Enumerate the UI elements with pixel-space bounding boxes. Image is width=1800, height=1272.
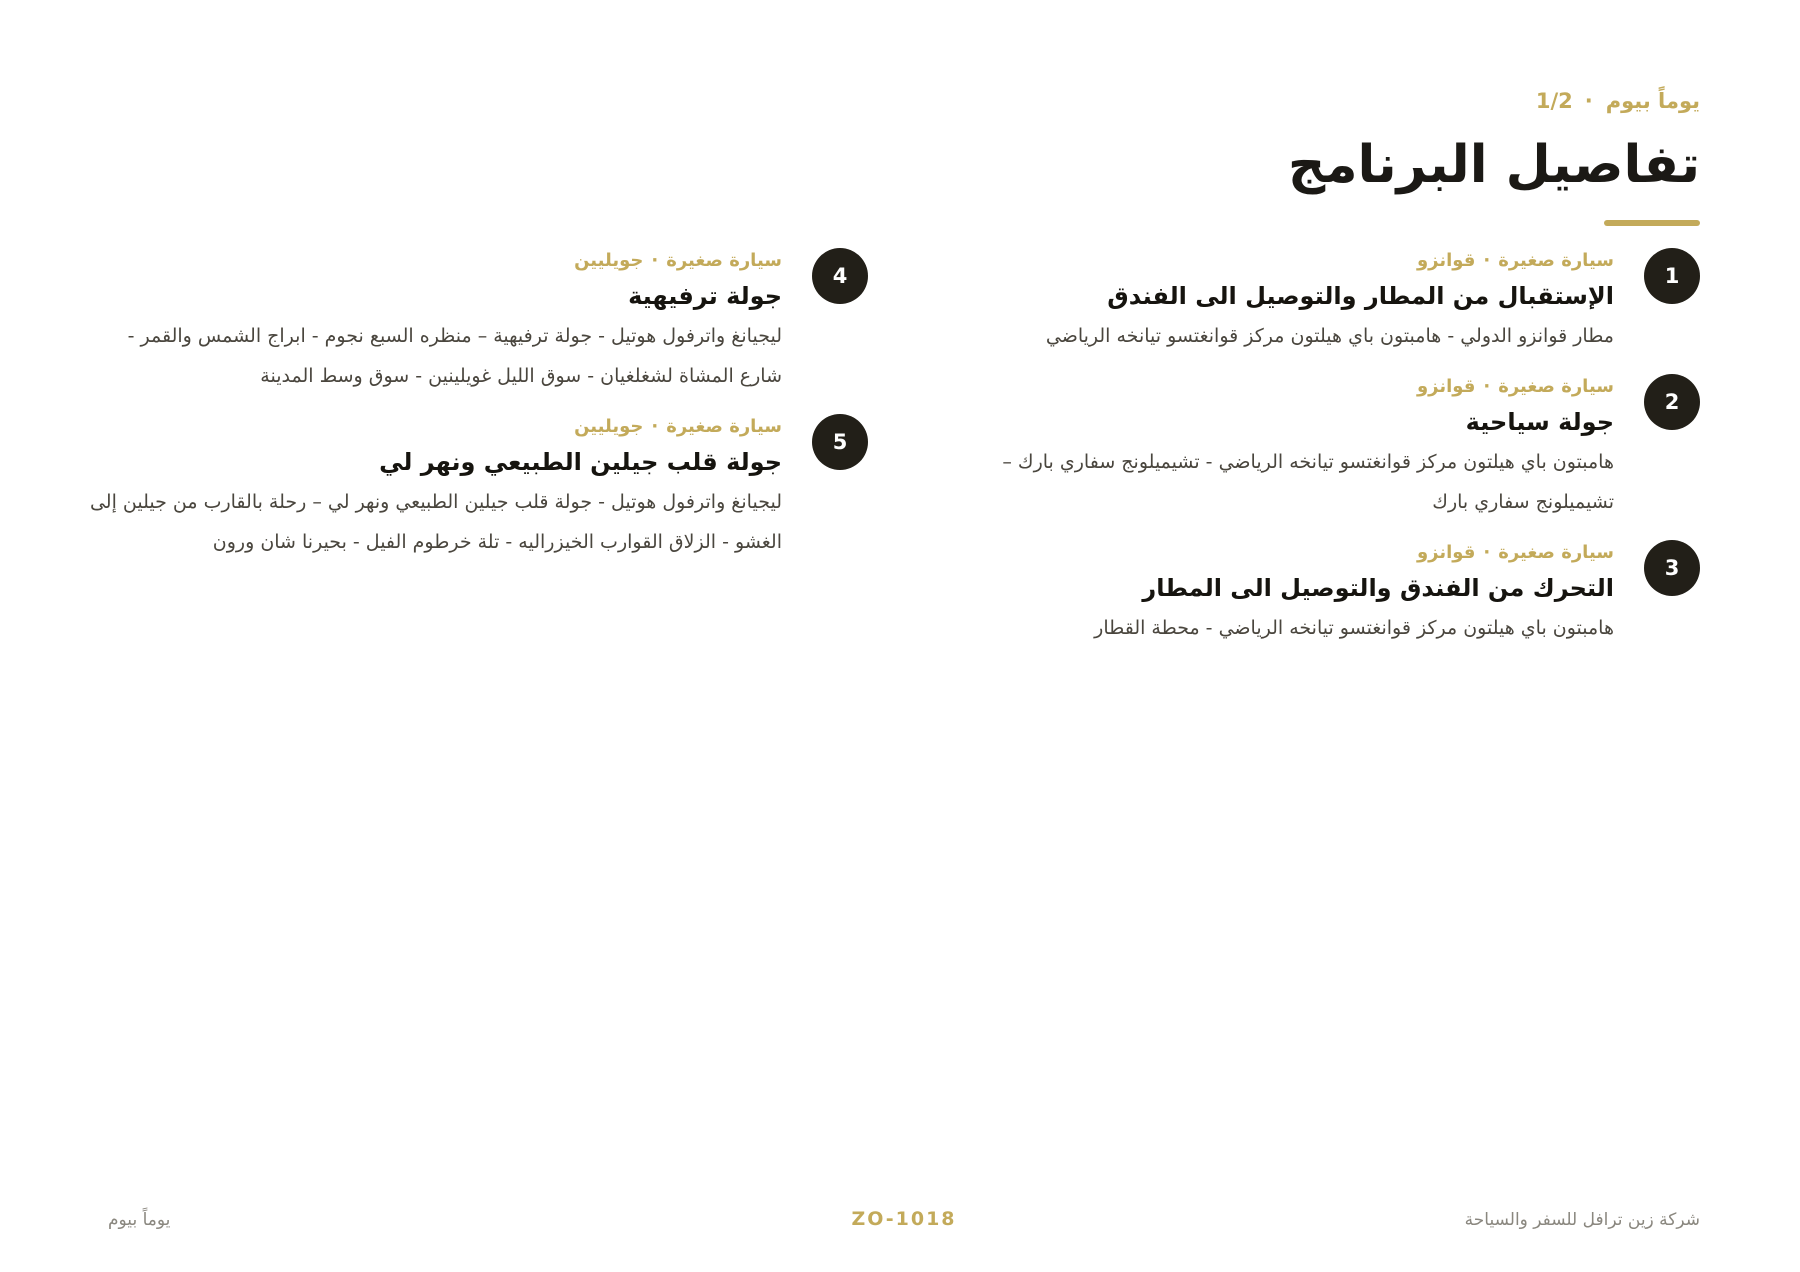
item-meta (940, 248, 1614, 274)
eyebrow-separator: · (1584, 89, 1594, 113)
page-header (1000, 86, 1700, 226)
item-number-badge: 1 (1644, 248, 1700, 304)
item-vehicle: سيارة صغيرة (1498, 250, 1614, 271)
item-title: التحرك من الفندق والتوصيل الى المطار (1142, 574, 1614, 602)
item-meta-separator: · (1483, 250, 1491, 271)
item-title: جولة سياحية (1465, 408, 1614, 436)
program-item (940, 248, 1700, 356)
page-eyebrow (1000, 86, 1700, 116)
item-description: ليجيانغ واترفول هوتيل - جولة ترفيهية – منظره السبع نجوم - ابراج الشمس والقمر - شارع المشاة لشغلغيان - سوق الليل غويلينين - سوق وسط المدينة (127, 325, 782, 387)
item-city: قوانزو (1416, 542, 1476, 563)
program-item (88, 414, 868, 562)
program-item (940, 540, 1700, 648)
page-footer (108, 1210, 1700, 1240)
item-title: جولة قلب جيلين الطبيعي ونهر لي (379, 448, 782, 476)
footer-reference-code: ZO-1018 (851, 1208, 957, 1230)
item-city: قوانزو (1416, 250, 1476, 271)
item-vehicle: سيارة صغيرة (666, 250, 782, 271)
item-description: هامبتون باي هيلتون مركز قوانغتسو تيانخه الرياضي - محطة القطار (1094, 617, 1614, 639)
program-item (940, 374, 1700, 522)
page-indicator: 1/2 (1535, 89, 1573, 113)
item-city: جويليين (574, 250, 644, 271)
page-title: تفاصيل البرنامج (1287, 135, 1700, 195)
item-meta (88, 248, 782, 274)
item-title: جولة ترفيهية (628, 282, 782, 310)
program-item (88, 248, 868, 396)
footer-company: شركة زين ترافل للسفر والسياحة (1464, 1210, 1700, 1230)
item-number-badge: 3 (1644, 540, 1700, 596)
item-meta-separator: · (1483, 376, 1491, 397)
item-title: الإستقبال من المطار والتوصيل الى الفندق (1107, 282, 1614, 310)
item-description: مطار قوانزو الدولي - هامبتون باي هيلتون مركز قوانغتسو تيانخه الرياضي (1045, 325, 1614, 347)
item-meta (940, 374, 1614, 400)
item-meta (940, 540, 1614, 566)
item-number-badge: 2 (1644, 374, 1700, 430)
item-meta (88, 414, 782, 440)
program-column-right (940, 248, 1700, 662)
item-description: هامبتون باي هيلتون مركز قوانغتسو تيانخه الرياضي - تشيميلونج سفاري بارك – تشيميلونج سفاري بارك (1002, 451, 1614, 513)
title-underline (1604, 220, 1700, 226)
eyebrow-label: يوماً بيوم (1605, 89, 1700, 113)
item-number-badge: 4 (812, 248, 868, 304)
item-number-badge: 5 (812, 414, 868, 470)
item-meta-separator: · (651, 250, 659, 271)
item-meta-separator: · (1483, 542, 1491, 563)
item-city: جويليين (574, 416, 644, 437)
item-meta-separator: · (651, 416, 659, 437)
item-description: ليجيانغ واترفول هوتيل - جولة قلب جيلين الطبيعي ونهر لي – رحلة بالقارب من جيلين إلى الغشو - الزلاق القوارب الخيزراليه - تلة خرطوم الفيل - بحيرنا شان ورون (89, 491, 782, 553)
footer-section-label: يوماً بيوم (108, 1210, 171, 1230)
item-vehicle: سيارة صغيرة (1498, 542, 1614, 563)
item-vehicle: سيارة صغيرة (666, 416, 782, 437)
program-column-left (88, 248, 868, 576)
item-city: قوانزو (1416, 376, 1476, 397)
item-vehicle: سيارة صغيرة (1498, 376, 1614, 397)
